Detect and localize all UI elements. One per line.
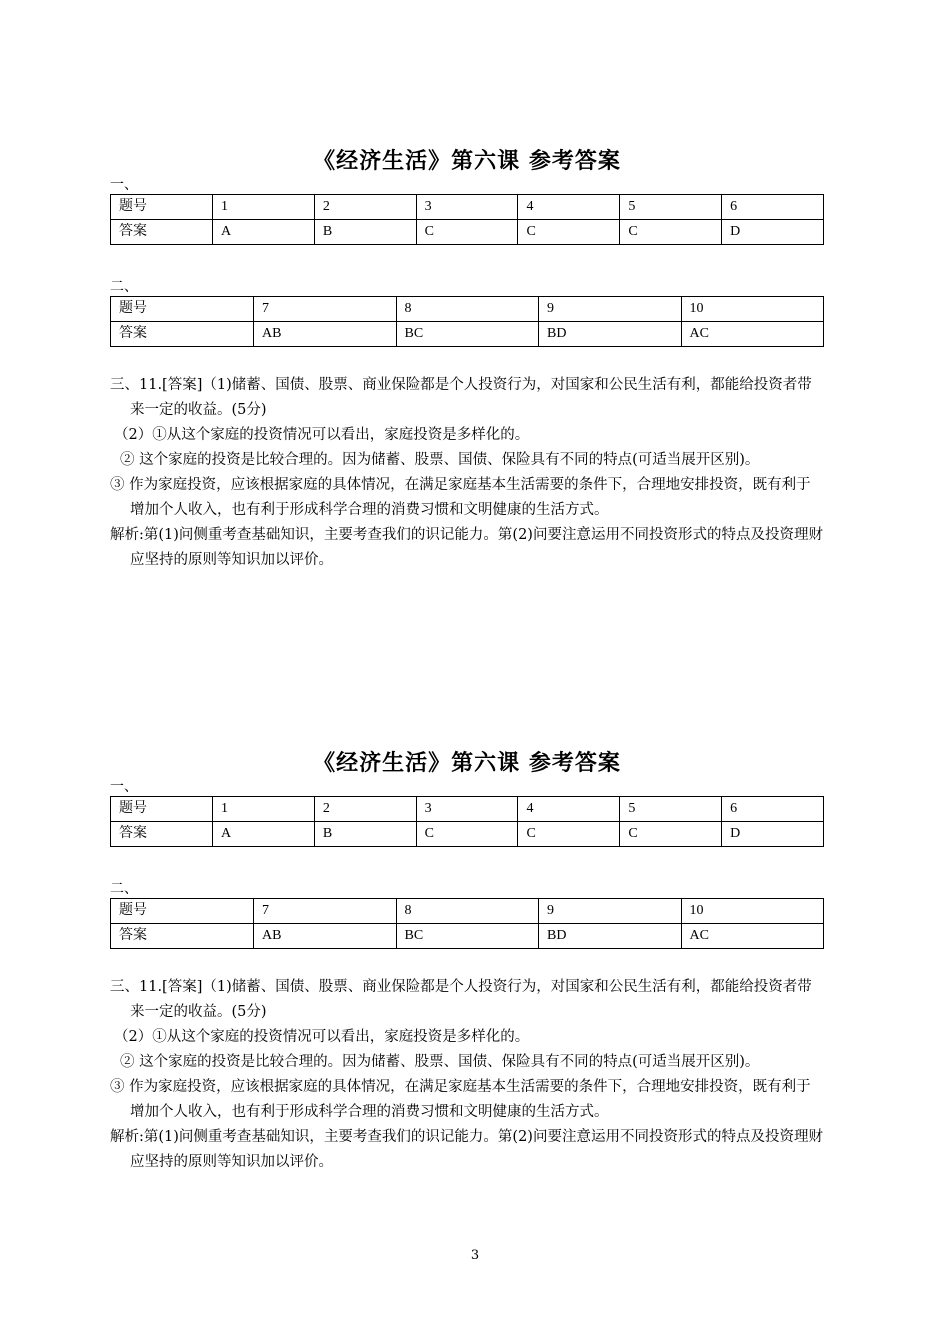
table-cell: C: [620, 822, 722, 847]
table-cell: 题号: [111, 899, 254, 924]
page-number: 3: [470, 1248, 480, 1263]
table-cell: 8: [396, 297, 539, 322]
table-cell: 10: [681, 899, 824, 924]
table-cell: 6: [722, 195, 824, 220]
table-cell: AB: [254, 322, 397, 347]
table-cell: 题号: [111, 195, 213, 220]
table-row: [111, 195, 824, 220]
table-cell: 答案: [111, 220, 213, 245]
answer-paragraph: 三、11.[答案]（1)储蓄、国债、股票、商业保险都是个人投资行为，对国家和公民生活有利，都能给投资者带来一定的收益。(5分): [110, 979, 812, 1020]
table-cell: 答案: [111, 924, 254, 949]
answer-paragraph: ③ 作为家庭投资，应该根据家庭的具体情况，在满足家庭基本生活需要的条件下，合理地安排投资，既有利于增加个人收入，也有利于形成科学合理的消费习惯和文明健康的生活方式。: [110, 1079, 811, 1120]
table-cell: 9: [539, 297, 682, 322]
table-row: [111, 322, 824, 347]
table-row: [111, 797, 824, 822]
table-cell: AC: [681, 322, 824, 347]
table-cell: 2: [314, 195, 416, 220]
answer-paragraph: ② 这个家庭的投资是比较合理的。因为储蓄、股票、国债、保险具有不同的特点(可适当展开区别)。: [120, 1054, 760, 1070]
table-row: [111, 822, 824, 847]
answer-paragraph: ② 这个家庭的投资是比较合理的。因为储蓄、股票、国债、保险具有不同的特点(可适当展开区别)。: [120, 452, 760, 468]
analysis-paragraph: 解析:第(1)问侧重考查基础知识，主要考查我们的识记能力。第(2)问要注意运用不同投资形式的特点及投资理财应坚持的原则等知识加以评价。: [110, 1129, 823, 1170]
table-cell: D: [722, 822, 824, 847]
answer-paragraph: （2）①从这个家庭的投资情况可以看出，家庭投资是多样化的。: [114, 1029, 530, 1045]
table-cell: AC: [681, 924, 824, 949]
table-cell: BC: [396, 924, 539, 949]
table-cell: BD: [539, 322, 682, 347]
section-1-label: 一、: [110, 779, 138, 795]
section-3-answer: [110, 975, 824, 1175]
table-cell: 答案: [111, 322, 254, 347]
section-1-label: 一、: [110, 177, 138, 193]
table-cell: 8: [396, 899, 539, 924]
table-cell: 1: [213, 195, 315, 220]
table-cell: AB: [254, 924, 397, 949]
table-cell: C: [620, 220, 722, 245]
table-cell: BD: [539, 924, 682, 949]
answer-table-1: [110, 796, 824, 847]
answer-paragraph: ③ 作为家庭投资，应该根据家庭的具体情况，在满足家庭基本生活需要的条件下，合理地安排投资，既有利于增加个人收入，也有利于形成科学合理的消费习惯和文明健康的生活方式。: [110, 477, 811, 518]
analysis-paragraph: 解析:第(1)问侧重考查基础知识，主要考查我们的识记能力。第(2)问要注意运用不同投资形式的特点及投资理财应坚持的原则等知识加以评价。: [110, 527, 823, 568]
table-cell: 5: [620, 797, 722, 822]
table-row: [111, 924, 824, 949]
table-cell: 9: [539, 899, 682, 924]
section-3-answer: [110, 373, 824, 573]
table-cell: 1: [213, 797, 315, 822]
table-cell: C: [416, 822, 518, 847]
answer-table-1: [110, 194, 824, 245]
table-cell: 题号: [111, 297, 254, 322]
table-cell: 3: [416, 195, 518, 220]
table-cell: A: [213, 822, 315, 847]
answer-paragraph: （2）①从这个家庭的投资情况可以看出，家庭投资是多样化的。: [114, 427, 530, 443]
table-cell: B: [314, 822, 416, 847]
table-cell: 4: [518, 797, 620, 822]
answer-key-copy-a: [110, 146, 824, 573]
page-title: 《经济生活》第六课 参考答案: [313, 750, 621, 776]
table-cell: 5: [620, 195, 722, 220]
table-cell: 3: [416, 797, 518, 822]
section-2-label: 二、: [110, 881, 138, 897]
table-cell: B: [314, 220, 416, 245]
table-cell: C: [518, 822, 620, 847]
table-cell: 7: [254, 899, 397, 924]
table-cell: 题号: [111, 797, 213, 822]
table-cell: 2: [314, 797, 416, 822]
table-cell: 答案: [111, 822, 213, 847]
answer-table-2: [110, 296, 824, 347]
table-cell: BC: [396, 322, 539, 347]
table-row: [111, 220, 824, 245]
table-cell: C: [416, 220, 518, 245]
table-cell: 7: [254, 297, 397, 322]
answer-table-2: [110, 898, 824, 949]
table-cell: 10: [681, 297, 824, 322]
answer-key-copy-b: [110, 748, 824, 1175]
table-cell: 6: [722, 797, 824, 822]
section-2-label: 二、: [110, 279, 138, 295]
table-cell: C: [518, 220, 620, 245]
page-title: 《经济生活》第六课 参考答案: [313, 148, 621, 174]
table-cell: 4: [518, 195, 620, 220]
table-row: [111, 297, 824, 322]
table-row: [111, 899, 824, 924]
table-cell: D: [722, 220, 824, 245]
table-cell: A: [213, 220, 315, 245]
answer-paragraph: 三、11.[答案]（1)储蓄、国债、股票、商业保险都是个人投资行为，对国家和公民生活有利，都能给投资者带来一定的收益。(5分): [110, 377, 812, 418]
